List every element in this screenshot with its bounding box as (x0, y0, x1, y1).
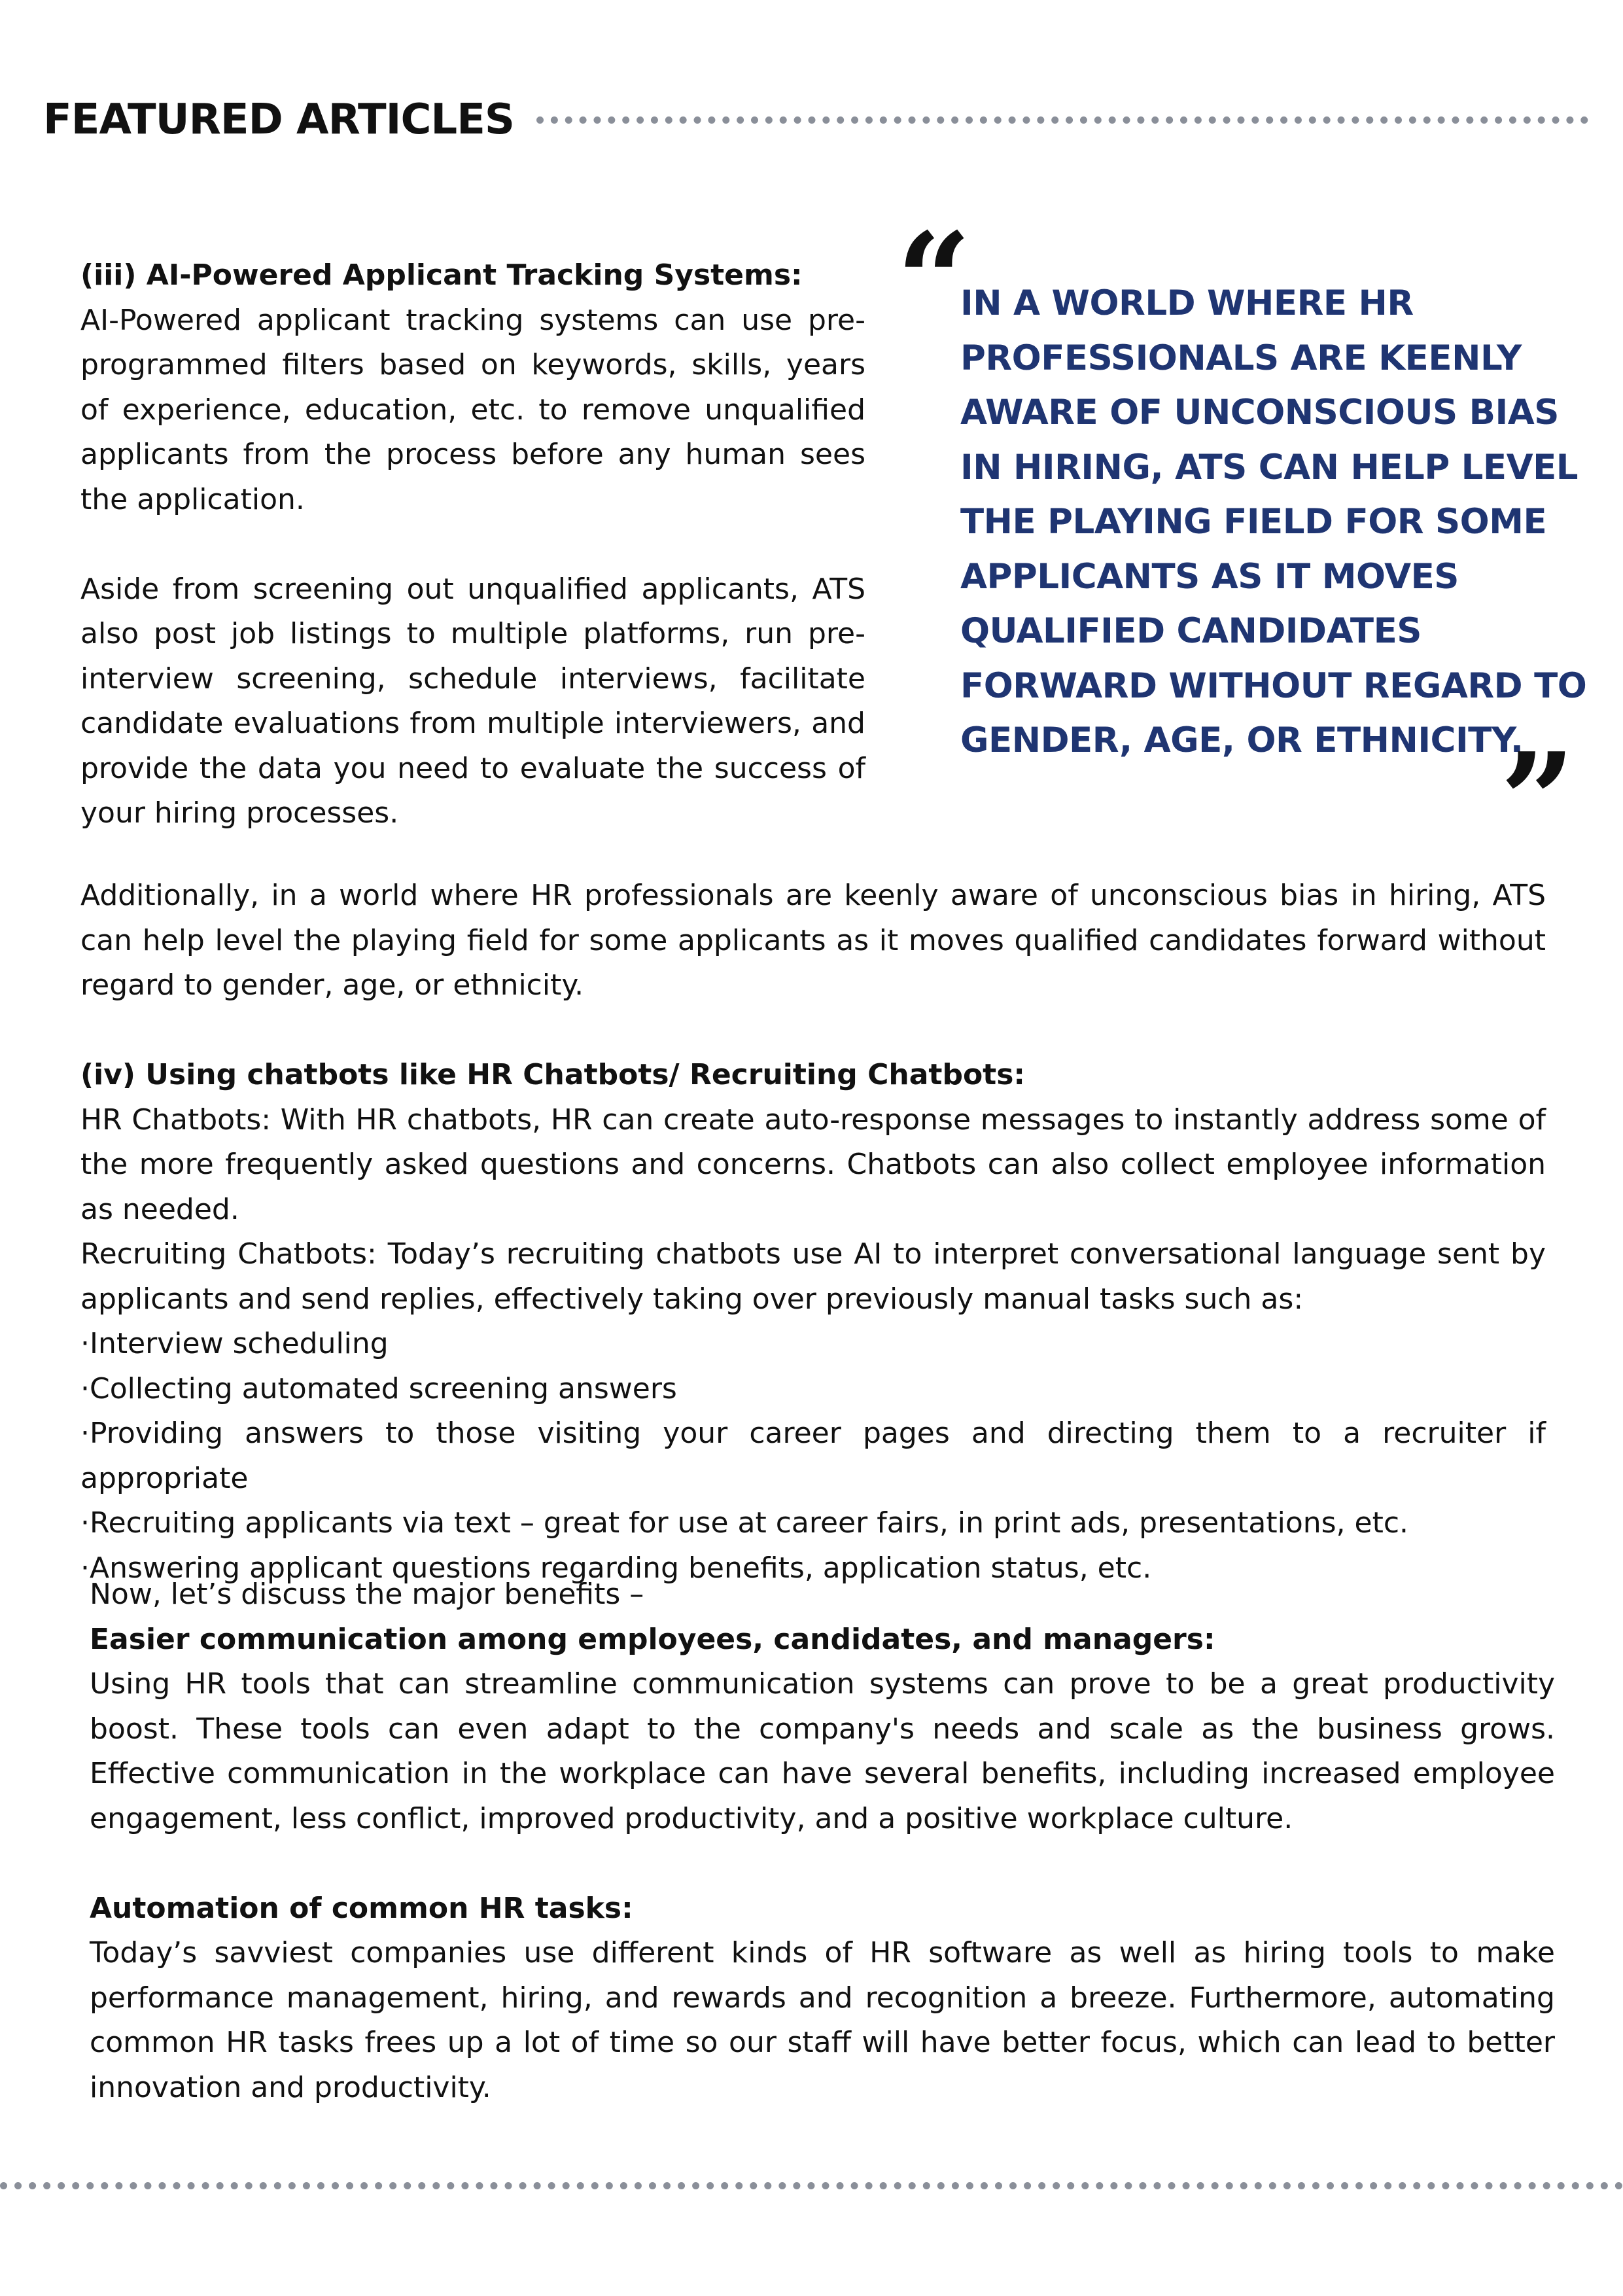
chatbots-section (80, 874, 1546, 1591)
chatbots-heading: (iv) Using chatbots like HR Chatbots/ Recruiting Chatbots: (80, 1058, 1025, 1091)
hr-chatbots-paragraph: HR Chatbots: With HR chatbots, HR can create auto-response messages to instantly address some of the more frequently asked questions and concerns. Chatbots can also collect employee information as needed. (80, 1103, 1546, 1226)
ats-heading: (iii) AI-Powered Applicant Tracking Systems: (80, 258, 803, 292)
list-item: ·Collecting automated screening answers (80, 1371, 677, 1405)
header-dotted-rule (536, 116, 1588, 124)
pull-quote (896, 204, 1587, 878)
benefits-section (90, 1572, 1555, 2110)
benefits-intro: Now, let’s discuss the major benefits – (90, 1578, 644, 1611)
recruiting-chatbots-paragraph: Recruiting Chatbots: Today’s recruiting chatbots use AI to interpret conversational language sent by applicants and send replies, effectively taking over previously manual tasks such as: (80, 1237, 1546, 1316)
chatbot-task-list (80, 1322, 1546, 1591)
ats-section (80, 253, 865, 836)
communication-paragraph: Using HR tools that can streamline communication systems can prove to be a great productivity boost. These tools can even adapt to the company's needs and scale as the business grows. Effective communication in the workplace can have several benefits, including increased employee engagement, less conflict, improved productivity, and a positive workplace culture. (90, 1667, 1555, 1835)
communication-heading: Easier communication among employees, candidates, and managers: (90, 1622, 1215, 1656)
list-item: ·Answering applicant questions regarding benefits, application status, etc. (80, 1551, 1152, 1585)
list-item: ·Providing answers to those visiting your career pages and directing them to a recruiter if appropriate (80, 1417, 1546, 1495)
pull-quote-text: IN A WORLD WHERE HR PROFESSIONALS ARE KEENLY AWARE OF UNCONSCIOUS BIAS IN HIRING, ATS CAN HELP LEVEL THE PLAYING FIELD FOR SOME APPLICANTS AS IT MOVES QUALIFIED CANDIDATES FORWARD WITHOUT REGARD TO GENDER, AGE, OR ETHNICITY. (960, 283, 1587, 760)
open-quote-icon: “ (896, 204, 972, 358)
ats-paragraph-3: Additionally, in a world where HR professionals are keenly aware of unconscious bias in hiring, ATS can help level the playing field for some applicants as it moves qualified candidates forward without regard to gender, age, or ethnicity. (80, 879, 1546, 1002)
footer-dotted-rule (0, 2182, 1623, 2189)
automation-heading: Automation of common HR tasks: (90, 1891, 633, 1925)
close-quote-icon: ” (1500, 724, 1576, 878)
ats-paragraph-1: AI-Powered applicant tracking systems can use pre-programmed filters based on keywords, skills, years of experience, education, etc. to remove unqualified applicants from the process before any human sees the application. (80, 303, 865, 516)
ats-paragraph-2: Aside from screening out unqualified applicants, ATS also post job listings to multiple platforms, run pre-interview screening, schedule interviews, facilitate candidate evaluations from multiple interviewers, and provide the data you need to evaluate the success of your hiring processes. (80, 572, 865, 830)
section-title: FEATURED ARTICLES (43, 96, 514, 144)
section-header (43, 90, 1588, 149)
list-item: ·Recruiting applicants via text – great for use at career fairs, in print ads, presentations, etc. (80, 1506, 1409, 1540)
list-item: ·Interview scheduling (80, 1327, 389, 1360)
automation-paragraph: Today’s savviest companies use different kinds of HR software as well as hiring tools to make performance management, hiring, and rewards and recognition a breeze. Furthermore, automating common HR tasks frees up a lot of time so our staff will have better focus, which can lead to better innovation and productivity. (90, 1936, 1555, 2104)
